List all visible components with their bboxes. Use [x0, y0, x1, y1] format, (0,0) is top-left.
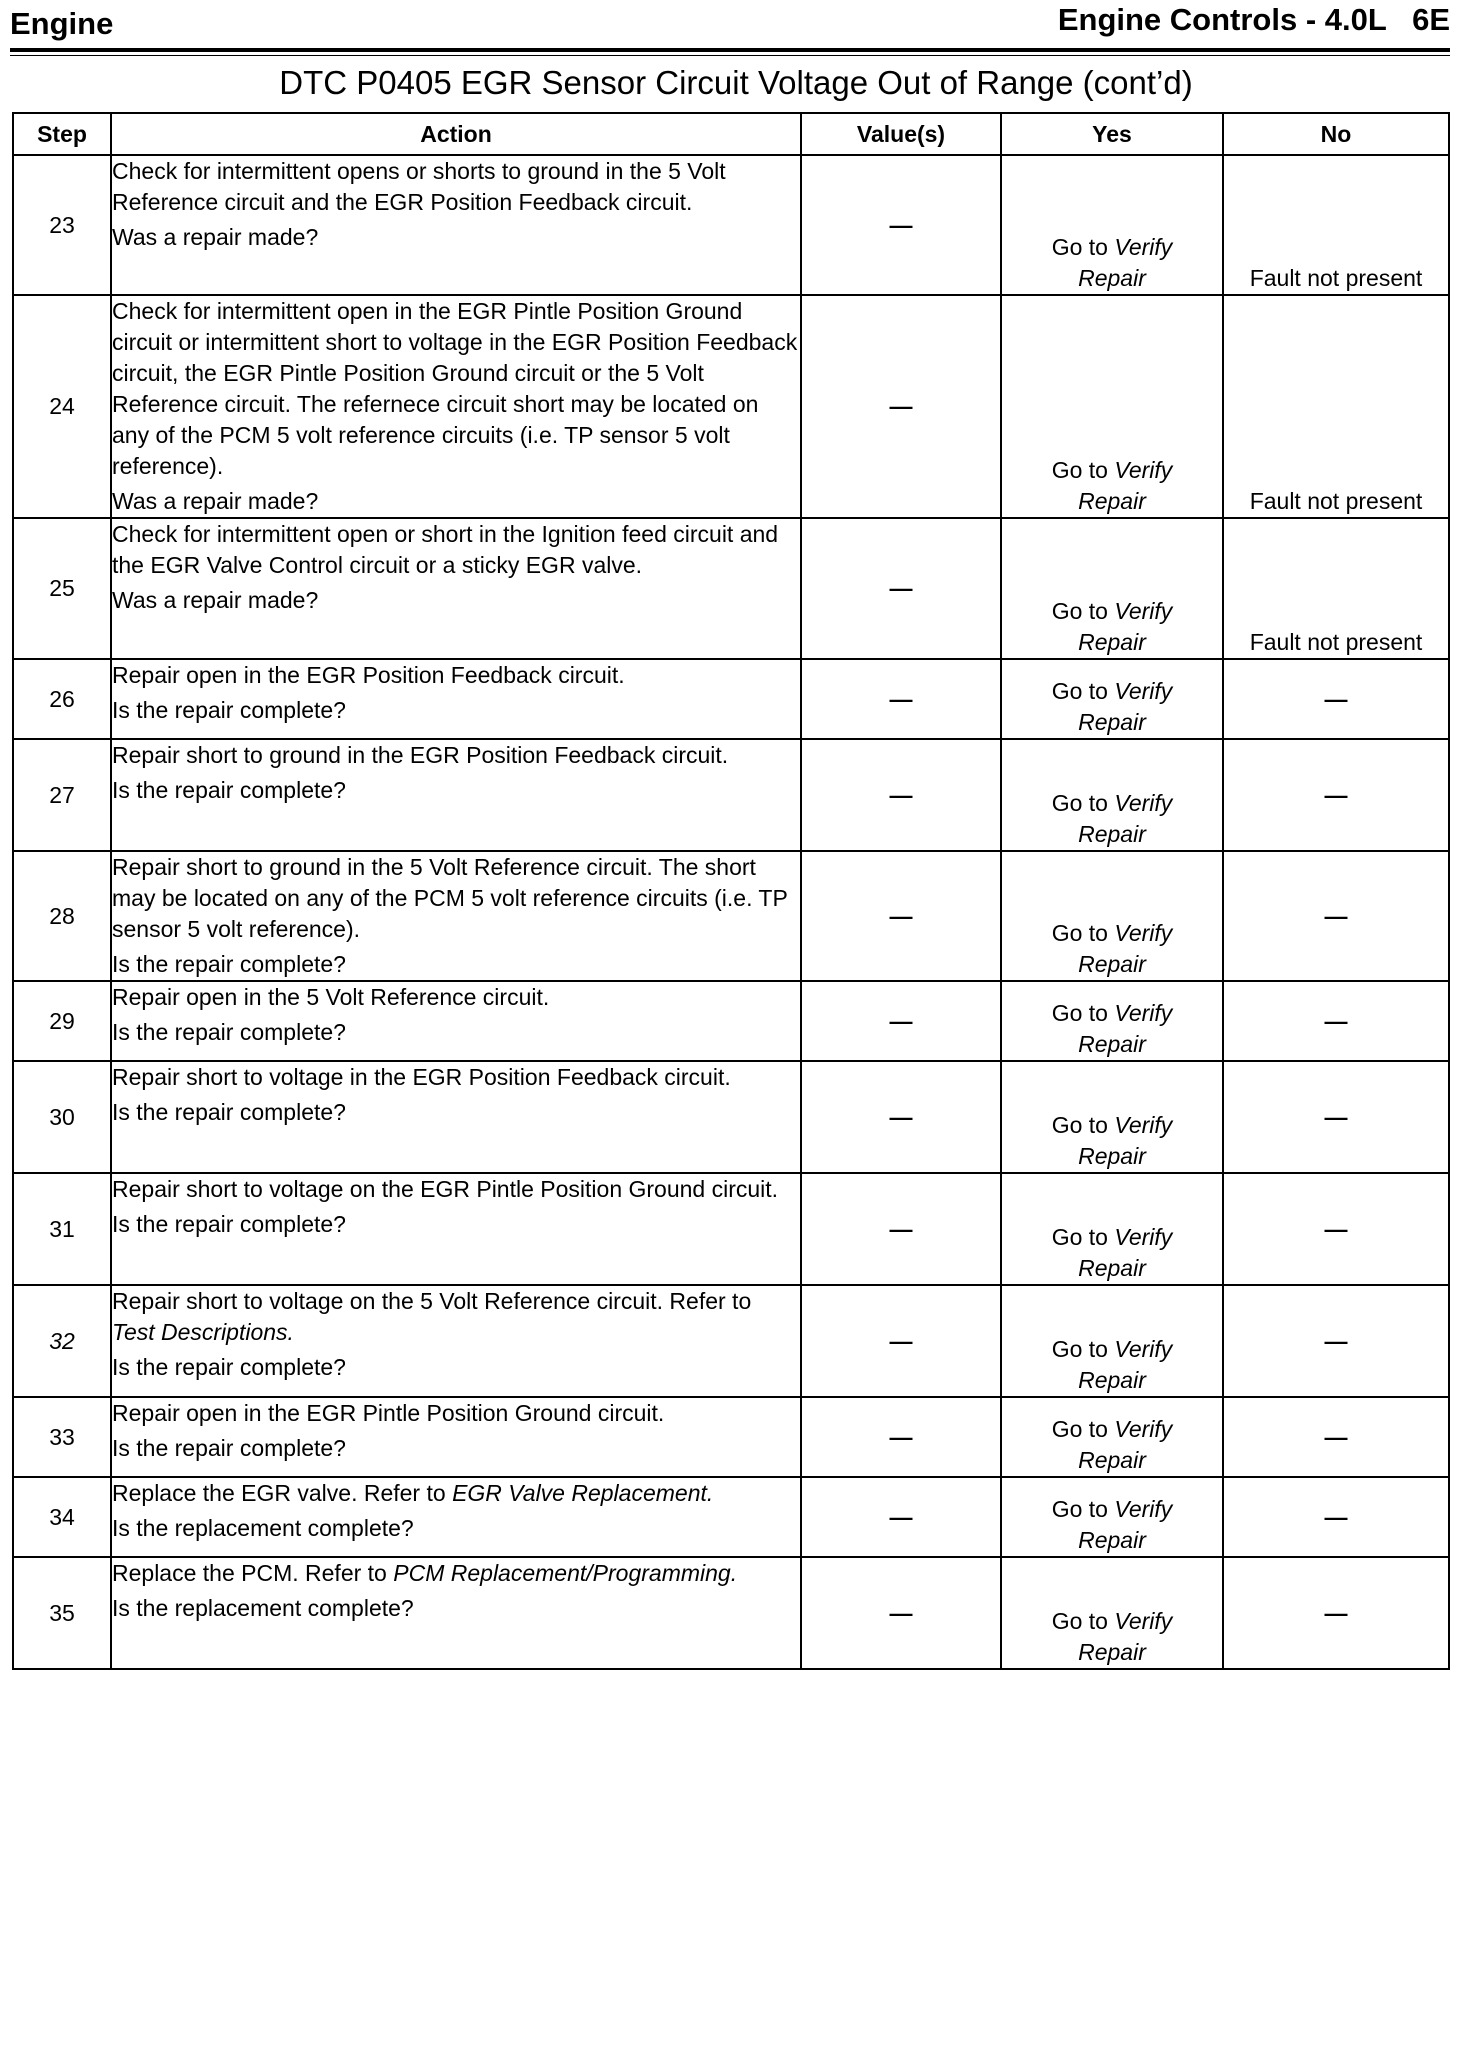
page-header: [10, 2, 1450, 46]
verify-repair-link[interactable]: Verify Repair: [1078, 1112, 1173, 1169]
yes-prefix: Go to: [1051, 1224, 1108, 1250]
step-number: 23: [13, 155, 111, 295]
no-cell: —: [1223, 1061, 1449, 1173]
table-title: DTC P0405 EGR Sensor Circuit Voltage Out of Range (cont’d): [279, 64, 1193, 101]
step-number: 35: [13, 1557, 111, 1669]
yes-prefix: Go to: [1051, 790, 1108, 816]
action-question: Is the repair complete?: [112, 1435, 346, 1461]
action-question: Is the repair complete?: [112, 1354, 346, 1380]
action-text: Repair short to ground in the 5 Volt Reference circuit. The short may be located on any of the PCM 5 volt reference circuits (i.e. TP sensor 5 volt reference).: [112, 854, 788, 942]
table-row: [13, 659, 1449, 739]
header-chapter-title: Engine Controls - 4.0L 6E: [1057, 2, 1450, 37]
yes-cell: [1001, 295, 1223, 518]
yes-prefix: Go to: [1051, 1496, 1108, 1522]
yes-prefix: Go to: [1051, 457, 1108, 483]
header-section-title: Engine: [10, 6, 114, 41]
action-text: Replace the EGR valve.: [112, 1480, 358, 1506]
value-cell: —: [801, 1173, 1001, 1285]
action-text: Repair open in the EGR Pintle Position Ground circuit.: [112, 1400, 665, 1426]
no-cell: —: [1223, 1173, 1449, 1285]
value-cell: —: [801, 981, 1001, 1061]
verify-repair-link[interactable]: Verify Repair: [1078, 1336, 1173, 1393]
action-text: Repair short to voltage on the EGR Pintle Position Ground circuit.: [112, 1176, 779, 1202]
action-question: Is the replacement complete?: [112, 1595, 414, 1621]
no-cell: Fault not present: [1223, 155, 1449, 295]
step-number: 26: [13, 659, 111, 739]
yes-cell: [1001, 518, 1223, 659]
refer-link[interactable]: EGR Valve Replacement.: [452, 1480, 714, 1506]
diagnostic-table: [12, 112, 1450, 1670]
verify-repair-link[interactable]: Verify Repair: [1078, 920, 1173, 977]
action-question: Is the replacement complete?: [112, 1515, 414, 1541]
action-text: Repair open in the EGR Position Feedback circuit.: [112, 662, 625, 688]
yes-cell: [1001, 1397, 1223, 1477]
action-text: Check for intermittent opens or shorts to ground in the 5 Volt Reference circuit and the EGR Position Feedback circuit.: [112, 158, 726, 215]
step-number: 34: [13, 1477, 111, 1557]
no-cell: —: [1223, 659, 1449, 739]
value-cell: —: [801, 155, 1001, 295]
yes-prefix: Go to: [1051, 1112, 1108, 1138]
step-number: 27: [13, 739, 111, 851]
column-header-no: No: [1223, 113, 1449, 155]
refer-prefix: Refer to: [305, 1560, 387, 1586]
refer-link[interactable]: Test Descriptions.: [112, 1319, 294, 1345]
value-cell: —: [801, 295, 1001, 518]
table-row: [13, 518, 1449, 659]
verify-repair-link[interactable]: Verify Repair: [1078, 1000, 1173, 1057]
yes-cell: [1001, 1173, 1223, 1285]
action-cell: [111, 739, 801, 851]
step-number: 33: [13, 1397, 111, 1477]
verify-repair-link[interactable]: Verify Repair: [1078, 790, 1173, 847]
table-row: [13, 1285, 1449, 1397]
step-number: 28: [13, 851, 111, 981]
verify-repair-link[interactable]: Verify Repair: [1078, 1416, 1173, 1473]
action-text: Repair short to voltage on the 5 Volt Reference circuit.: [112, 1288, 664, 1314]
value-cell: —: [801, 1397, 1001, 1477]
action-text: Check for intermittent open in the EGR Pintle Position Ground circuit or intermittent short to voltage in the EGR Position Feedback circuit, the EGR Pintle Position Ground circuit or the 5 Volt Reference circuit. The refernece circuit short may be located on any of the PCM 5 volt reference circuits (i.e. TP sensor 5 volt reference).: [112, 298, 798, 479]
action-cell: [111, 1477, 801, 1557]
yes-prefix: Go to: [1051, 920, 1108, 946]
no-cell: —: [1223, 1557, 1449, 1669]
yes-cell: [1001, 739, 1223, 851]
action-text: Replace the PCM.: [112, 1560, 299, 1586]
no-cell: —: [1223, 1477, 1449, 1557]
table-header-row: [13, 113, 1449, 155]
value-cell: —: [801, 1061, 1001, 1173]
action-cell: [111, 981, 801, 1061]
yes-cell: [1001, 981, 1223, 1061]
yes-cell: [1001, 155, 1223, 295]
action-question: Was a repair made?: [112, 587, 319, 613]
column-header-action: Action: [111, 113, 801, 155]
action-question: Is the repair complete?: [112, 1211, 346, 1237]
yes-cell: [1001, 1477, 1223, 1557]
action-cell: [111, 1557, 801, 1669]
value-cell: —: [801, 1477, 1001, 1557]
table-row: [13, 1173, 1449, 1285]
header-rule: [10, 48, 1450, 52]
verify-repair-link[interactable]: Verify Repair: [1078, 457, 1173, 514]
action-text: Repair short to voltage in the EGR Position Feedback circuit.: [112, 1064, 731, 1090]
table-row: [13, 155, 1449, 295]
action-question: Was a repair made?: [112, 224, 319, 250]
step-number: 25: [13, 518, 111, 659]
verify-repair-link[interactable]: Verify Repair: [1078, 678, 1173, 735]
action-cell: [111, 1061, 801, 1173]
column-header-step: Step: [13, 113, 111, 155]
yes-cell: [1001, 1061, 1223, 1173]
action-cell: [111, 518, 801, 659]
action-question: Is the repair complete?: [112, 697, 346, 723]
no-cell: Fault not present: [1223, 518, 1449, 659]
yes-cell: [1001, 851, 1223, 981]
action-cell: [111, 1173, 801, 1285]
step-number: 31: [13, 1173, 111, 1285]
value-cell: —: [801, 518, 1001, 659]
no-cell: —: [1223, 851, 1449, 981]
action-cell: [111, 1285, 801, 1397]
action-question: Is the repair complete?: [112, 1099, 346, 1125]
refer-prefix: Refer to: [363, 1480, 446, 1506]
no-cell: Fault not present: [1223, 295, 1449, 518]
yes-prefix: Go to: [1051, 234, 1108, 260]
value-cell: —: [801, 739, 1001, 851]
yes-prefix: Go to: [1051, 1336, 1108, 1362]
yes-prefix: Go to: [1051, 678, 1108, 704]
no-cell: —: [1223, 739, 1449, 851]
no-cell: —: [1223, 1397, 1449, 1477]
step-number: 30: [13, 1061, 111, 1173]
action-text: Repair open in the 5 Volt Reference circuit.: [112, 984, 550, 1010]
column-header-values: Value(s): [801, 113, 1001, 155]
verify-repair-link[interactable]: Verify Repair: [1078, 1608, 1173, 1665]
action-question: Is the repair complete?: [112, 1019, 346, 1045]
action-text: Check for intermittent open or short in the Ignition feed circuit and the EGR Valve Control circuit or a sticky EGR valve.: [112, 521, 779, 578]
refer-link[interactable]: PCM Replacement/Programming.: [393, 1560, 738, 1586]
yes-prefix: Go to: [1051, 598, 1108, 624]
no-cell: —: [1223, 1285, 1449, 1397]
verify-repair-link[interactable]: Verify Repair: [1078, 234, 1173, 291]
action-question: Was a repair made?: [112, 488, 319, 514]
action-text: Repair short to ground in the EGR Position Feedback circuit.: [112, 742, 729, 768]
step-number: 32: [13, 1285, 111, 1397]
action-cell: [111, 295, 801, 518]
no-cell: —: [1223, 981, 1449, 1061]
yes-cell: [1001, 659, 1223, 739]
action-cell: [111, 659, 801, 739]
table-row: [13, 1061, 1449, 1173]
header-rule-thin: [10, 55, 1450, 56]
table-row: [13, 739, 1449, 851]
step-number: 29: [13, 981, 111, 1061]
value-cell: —: [801, 1557, 1001, 1669]
yes-prefix: Go to: [1051, 1416, 1108, 1442]
action-question: Is the repair complete?: [112, 951, 346, 977]
refer-prefix: Refer to: [669, 1288, 752, 1314]
table-row: [13, 851, 1449, 981]
yes-prefix: Go to: [1051, 1608, 1108, 1634]
value-cell: —: [801, 1285, 1001, 1397]
column-header-yes: Yes: [1001, 113, 1223, 155]
value-cell: —: [801, 659, 1001, 739]
table-row: [13, 981, 1449, 1061]
action-cell: [111, 155, 801, 295]
action-cell: [111, 851, 801, 981]
verify-repair-link[interactable]: Verify Repair: [1078, 598, 1173, 655]
table-row: [13, 1397, 1449, 1477]
yes-cell: [1001, 1285, 1223, 1397]
value-cell: —: [801, 851, 1001, 981]
table-row: [13, 1477, 1449, 1557]
yes-cell: [1001, 1557, 1223, 1669]
verify-repair-link[interactable]: Verify Repair: [1078, 1224, 1173, 1281]
yes-prefix: Go to: [1051, 1000, 1108, 1026]
verify-repair-link[interactable]: Verify Repair: [1078, 1496, 1173, 1553]
action-question: Is the repair complete?: [112, 777, 346, 803]
step-number: 24: [13, 295, 111, 518]
table-row: [13, 295, 1449, 518]
table-row: [13, 1557, 1449, 1669]
action-cell: [111, 1397, 801, 1477]
